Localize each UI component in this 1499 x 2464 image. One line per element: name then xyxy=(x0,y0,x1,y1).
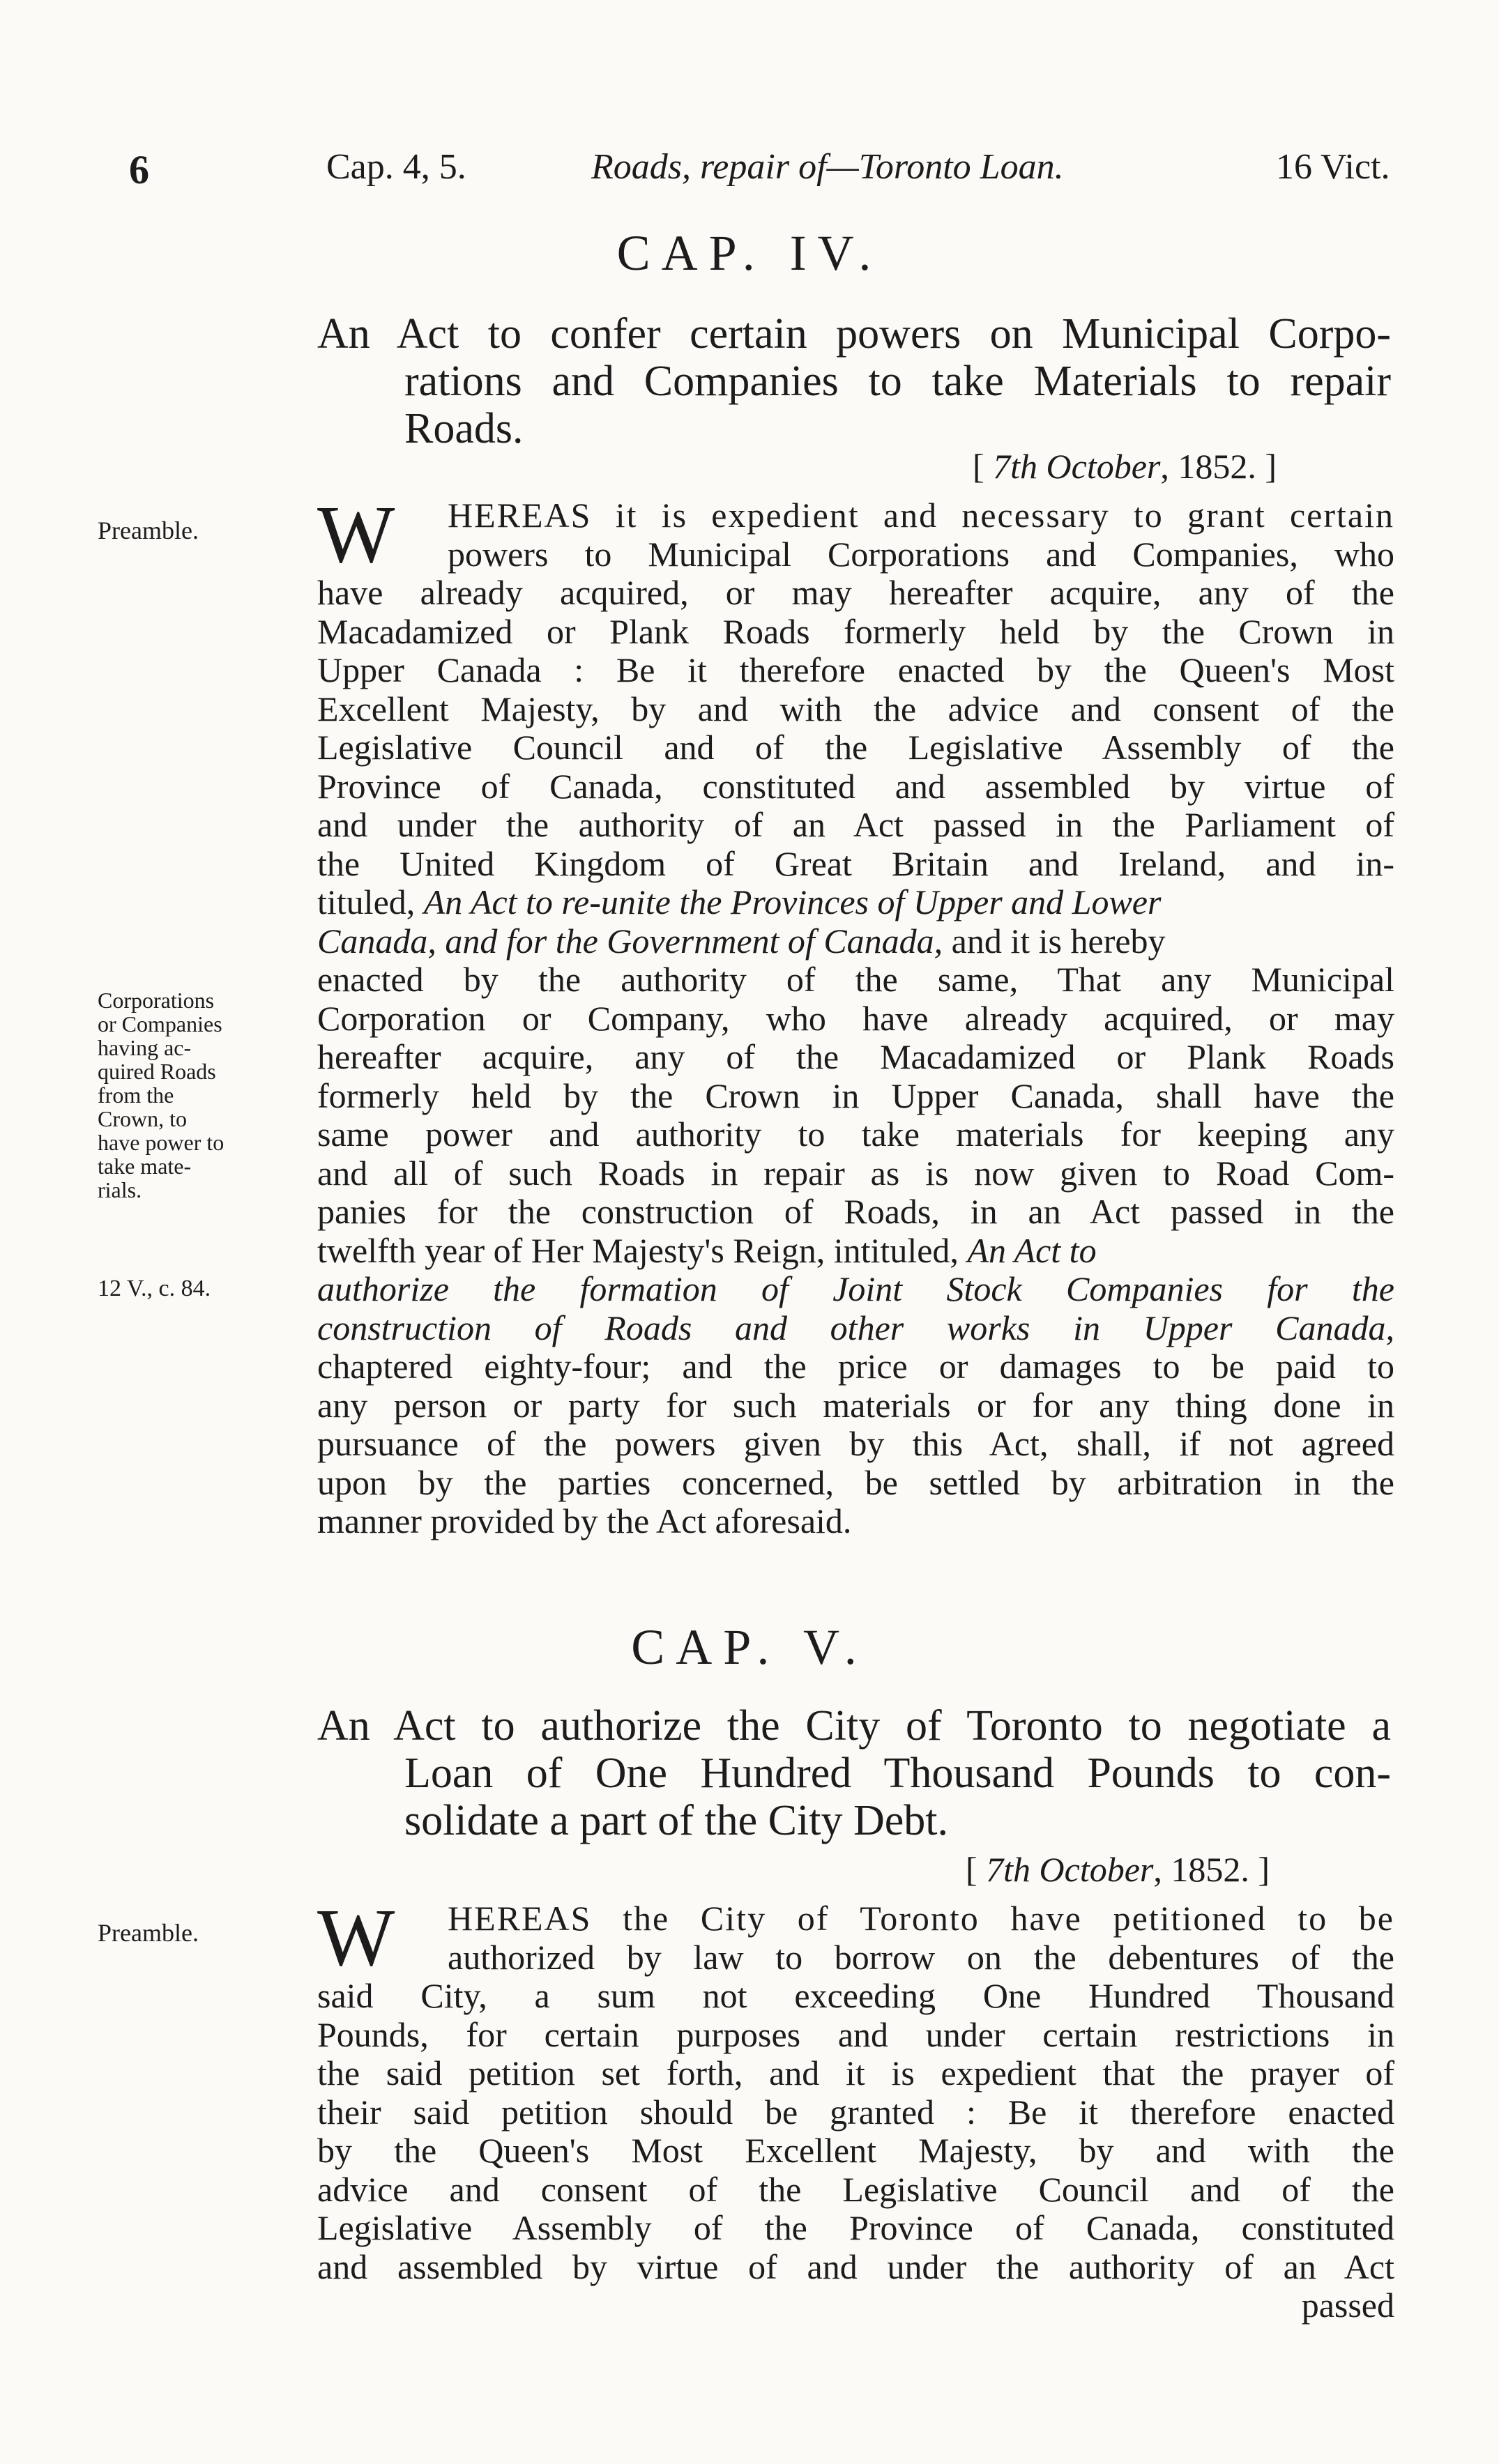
cap-5-title-line: Loan of One Hundred Thousand Pounds to con- xyxy=(404,1750,1391,1797)
running-head-title: Roads, repair of—Toronto Loan. xyxy=(591,147,1064,187)
cap-4-margin-note-corporations xyxy=(98,988,328,1202)
catchword: passed xyxy=(1301,2286,1394,2325)
date-year: , 1852. xyxy=(1160,447,1256,486)
date-year: , 1852. xyxy=(1153,1850,1249,1889)
text-line: authorized by law to borrow on the debentures of the xyxy=(448,1937,1394,1977)
margin-note-line: Corporations xyxy=(98,988,215,1013)
cap-5-title-line: An Act to authorize the City of Toronto to negotiate a xyxy=(317,1702,1391,1750)
cap-4-heading: CAP. IV. xyxy=(616,225,883,281)
cap-5-body xyxy=(317,1892,1394,2325)
text-line xyxy=(317,883,1394,922)
margin-note-line: having ac- xyxy=(98,1035,192,1060)
act-citation: An Act to re-unite the Provinces of Upper and Lower xyxy=(423,882,1162,921)
text-line: HEREAS it is expedient and necessary to grant certain xyxy=(448,496,1394,535)
text-line: their said petition should be granted : Be it therefore enacted xyxy=(317,2092,1394,2132)
cap-4-margin-statute-reference: 12 V., c. 84. xyxy=(98,1276,211,1301)
text-line: same power and authority to take materials for keeping any xyxy=(317,1115,1394,1154)
text-line: any person or party for such materials or for any thing done in xyxy=(317,1385,1394,1425)
text-line xyxy=(317,1232,1394,1271)
text-run: twelfth year of Her Majesty's Reign, intituled, xyxy=(317,1230,959,1270)
date-open-bracket: [ xyxy=(966,1850,977,1889)
text-line: panies for the construction of Roads, in an Act passed in the xyxy=(317,1192,1394,1231)
cap-4-body xyxy=(317,489,1394,1541)
text-line: formerly held by the Crown in Upper Canada, shall have the xyxy=(317,1076,1394,1115)
text-line: chaptered eighty-four; and the price or damages to be paid to xyxy=(317,1347,1394,1386)
text-line: and assembled by virtue of and under the authority of an Act xyxy=(317,2247,1394,2286)
cap-5-heading: CAP. V. xyxy=(631,1619,868,1675)
text-line: the United Kingdom of Great Britain and Ireland, and in- xyxy=(317,843,1394,883)
text-line: Legislative Council and of the Legislative Assembly of the xyxy=(317,728,1394,767)
text-line: pursuance of the powers given by this Act, shall, if not agreed xyxy=(317,1424,1394,1463)
cap-4-act-title xyxy=(317,310,1391,452)
text-line: have already acquired, or may hereafter acquire, any of the xyxy=(317,573,1394,612)
date-close-bracket: ] xyxy=(1265,447,1277,486)
text-line: Pounds, for certain purposes and under certain restrictions in xyxy=(317,2014,1394,2054)
text-line: powers to Municipal Corporations and Companies, who xyxy=(448,534,1394,574)
margin-note-line: take mate- xyxy=(98,1154,192,1179)
date-day: 7th October xyxy=(986,1850,1154,1889)
date-open-bracket: [ xyxy=(973,447,984,486)
text-line: hereafter acquire, any of the Macadamized or Plank Roads xyxy=(317,1037,1394,1076)
cap-4-margin-preamble: Preamble. xyxy=(98,516,199,544)
margin-note-line: have power to xyxy=(98,1130,225,1155)
cap-4-title-line: An Act to confer certain powers on Municipal Corpo- xyxy=(317,310,1391,358)
cap-5-act-title xyxy=(317,1702,1391,1844)
act-citation: An Act to xyxy=(967,1230,1097,1270)
margin-note-line: from the xyxy=(98,1082,174,1108)
cap-5-title-line: solidate a part of the City Debt. xyxy=(404,1797,948,1844)
margin-note-line: or Companies xyxy=(98,1011,222,1036)
text-line: Excellent Majesty, by and with the advice and consent of the xyxy=(317,689,1394,728)
page-number: 6 xyxy=(129,147,149,192)
text-line: Macadamized or Plank Roads formerly held by the Crown in xyxy=(317,611,1394,651)
act-citation: Canada, and for the Government of Canada, xyxy=(317,921,943,961)
text-line: said City, a sum not exceeding One Hundred Thousand xyxy=(317,1976,1394,2015)
running-head-cap: Cap. 4, 5. xyxy=(326,147,466,187)
text-line: upon by the parties concerned, be settled by arbitration in the xyxy=(317,1462,1394,1502)
cap-4-title-line: rations and Companies to take Materials to repair xyxy=(404,358,1391,405)
text-line: enacted by the authority of the same, That any Municipal xyxy=(317,960,1394,999)
text-line: Corporation or Company, who have already acquired, or may xyxy=(317,998,1394,1038)
text-line: HEREAS the City of Toronto have petitioned to be xyxy=(448,1899,1394,1938)
cap-5-assent-date xyxy=(966,1849,1270,1890)
cap-4-title-line: Roads. xyxy=(404,405,524,452)
text-line: and all of such Roads in repair as is now given to Road Com- xyxy=(317,1153,1394,1193)
margin-note-line: rials. xyxy=(98,1177,142,1202)
text-line: the said petition set forth, and it is expedient that the prayer of xyxy=(317,2053,1394,2092)
margin-note-line: quired Roads xyxy=(98,1059,216,1084)
cap-4-dropcap: W xyxy=(317,489,395,580)
text-run: and it is hereby xyxy=(951,921,1166,961)
text-line: Upper Canada : Be it therefore enacted by the Queen's Most xyxy=(317,650,1394,689)
text-line: by the Queen's Most Excellent Majesty, by and with the xyxy=(317,2131,1394,2170)
act-citation-line: authorize the formation of Joint Stock Companies for the xyxy=(317,1269,1394,1308)
date-close-bracket: ] xyxy=(1258,1850,1270,1889)
text-line: advice and consent of the Legislative Council and of the xyxy=(317,2169,1394,2209)
cap-5-margin-preamble: Preamble. xyxy=(98,1919,199,1947)
cap-4-assent-date xyxy=(973,446,1277,487)
text-line: and under the authority of an Act passed in the Parliament of xyxy=(317,805,1394,844)
cap-5-dropcap: W xyxy=(317,1892,395,1983)
text-line: Province of Canada, constituted and assembled by virtue of xyxy=(317,766,1394,806)
running-head xyxy=(0,146,1499,195)
running-head-regnal-year: 16 Vict. xyxy=(1276,147,1390,187)
text-line: manner provided by the Act aforesaid. xyxy=(317,1501,852,1540)
date-day: 7th October xyxy=(993,447,1161,486)
text-line xyxy=(317,922,1394,961)
act-citation-line: construction of Roads and other works in Upper Canada, xyxy=(317,1308,1394,1347)
text-run: tituled, xyxy=(317,882,416,921)
margin-note-line: Crown, to xyxy=(98,1106,187,1131)
text-line: Legislative Assembly of the Province of Canada, constituted xyxy=(317,2208,1394,2247)
